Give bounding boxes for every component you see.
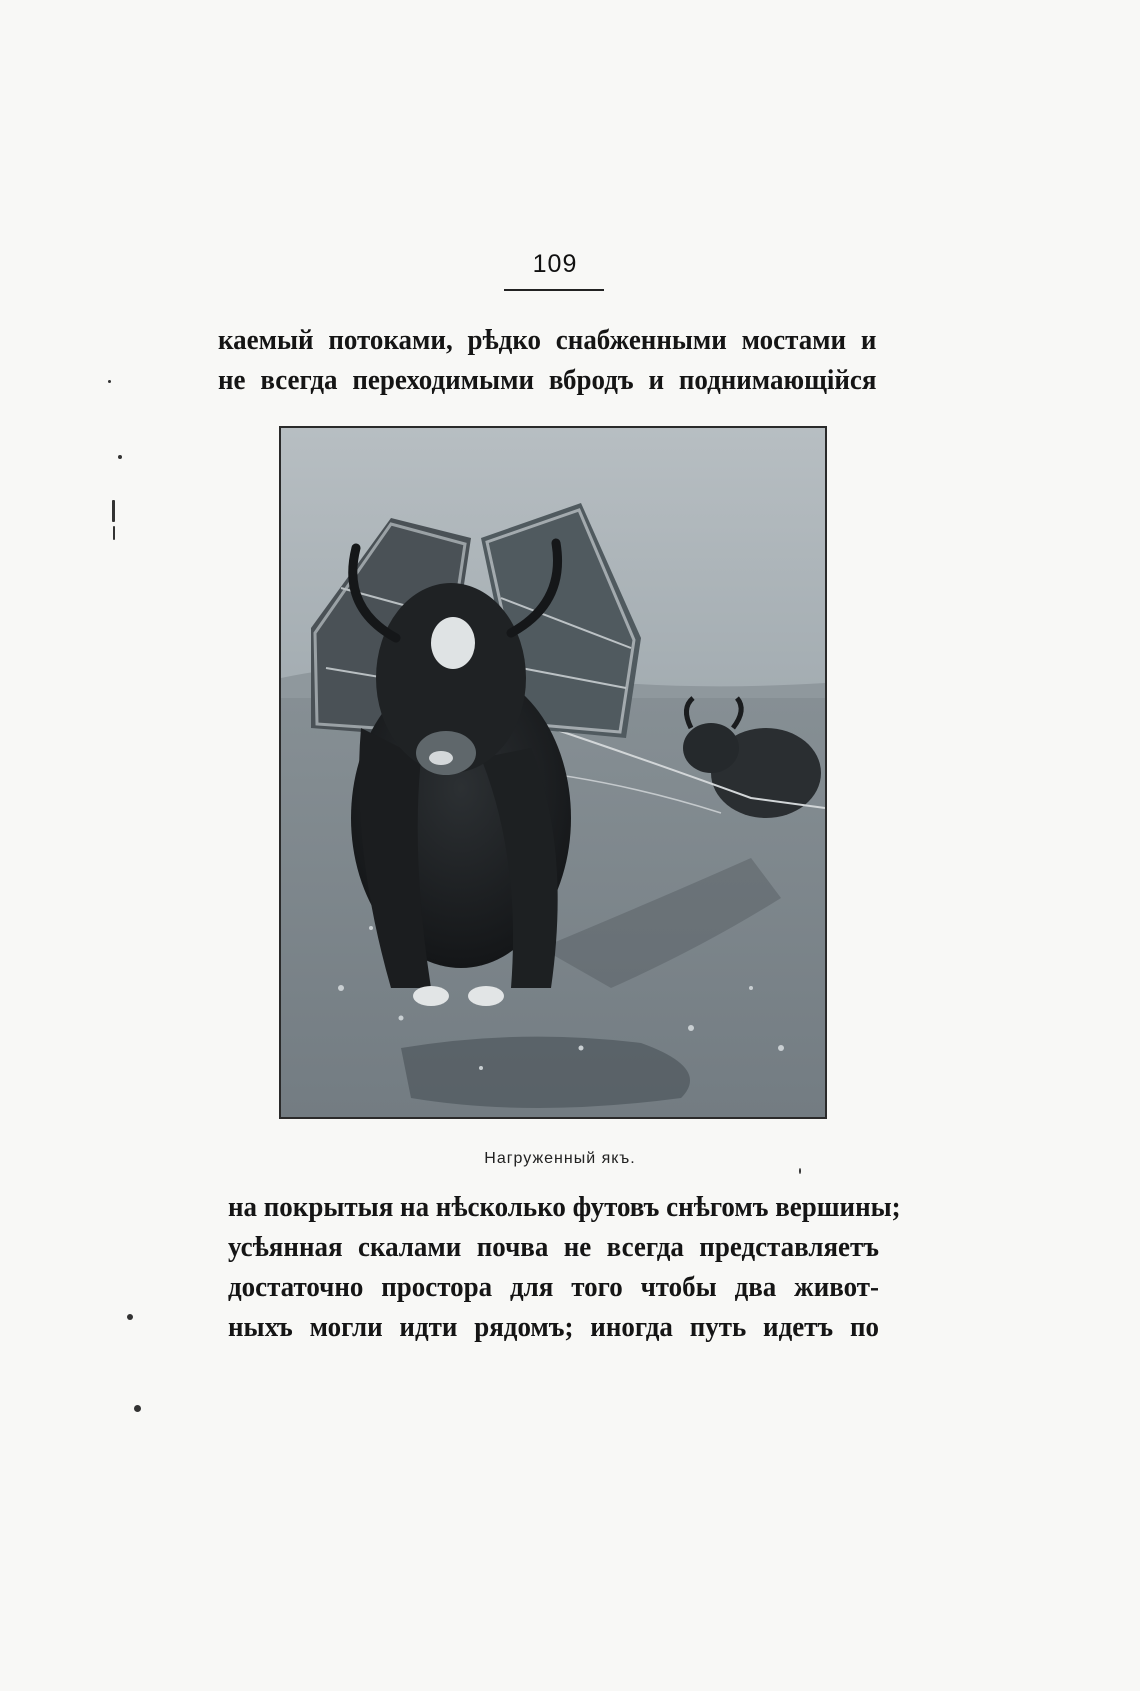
text-line: на покрытыя на нѣсколько футовъ снѣгомъ вершины; (228, 1191, 901, 1223)
ink-speck (134, 1405, 141, 1412)
ink-speck (127, 1314, 133, 1320)
ink-speck (799, 1168, 801, 1174)
ink-speck (108, 380, 111, 383)
text-line: усѣянная скалами почва не всегда представляетъ (228, 1231, 879, 1263)
yak-photo-illustration (281, 428, 825, 1117)
figure-caption: Нагруженный якъ. (484, 1150, 636, 1167)
ink-speck (113, 526, 115, 540)
paragraph-top (218, 320, 876, 400)
text-line: достаточно простора для того чтобы два живот- (228, 1271, 879, 1303)
text-line: не всегда переходимыми вбродъ и поднимающійся (218, 364, 877, 396)
paragraph-bottom (228, 1187, 901, 1347)
page-number: 109 (532, 250, 578, 278)
yak-photograph (279, 426, 827, 1119)
text-line: каемый потоками, рѣдко снабженными мостами и (218, 324, 877, 356)
ink-speck (112, 500, 115, 522)
ink-speck (118, 455, 122, 459)
text-line: ныхъ могли идти рядомъ; иногда путь идетъ по (228, 1311, 879, 1343)
page-number-rule (504, 289, 604, 291)
